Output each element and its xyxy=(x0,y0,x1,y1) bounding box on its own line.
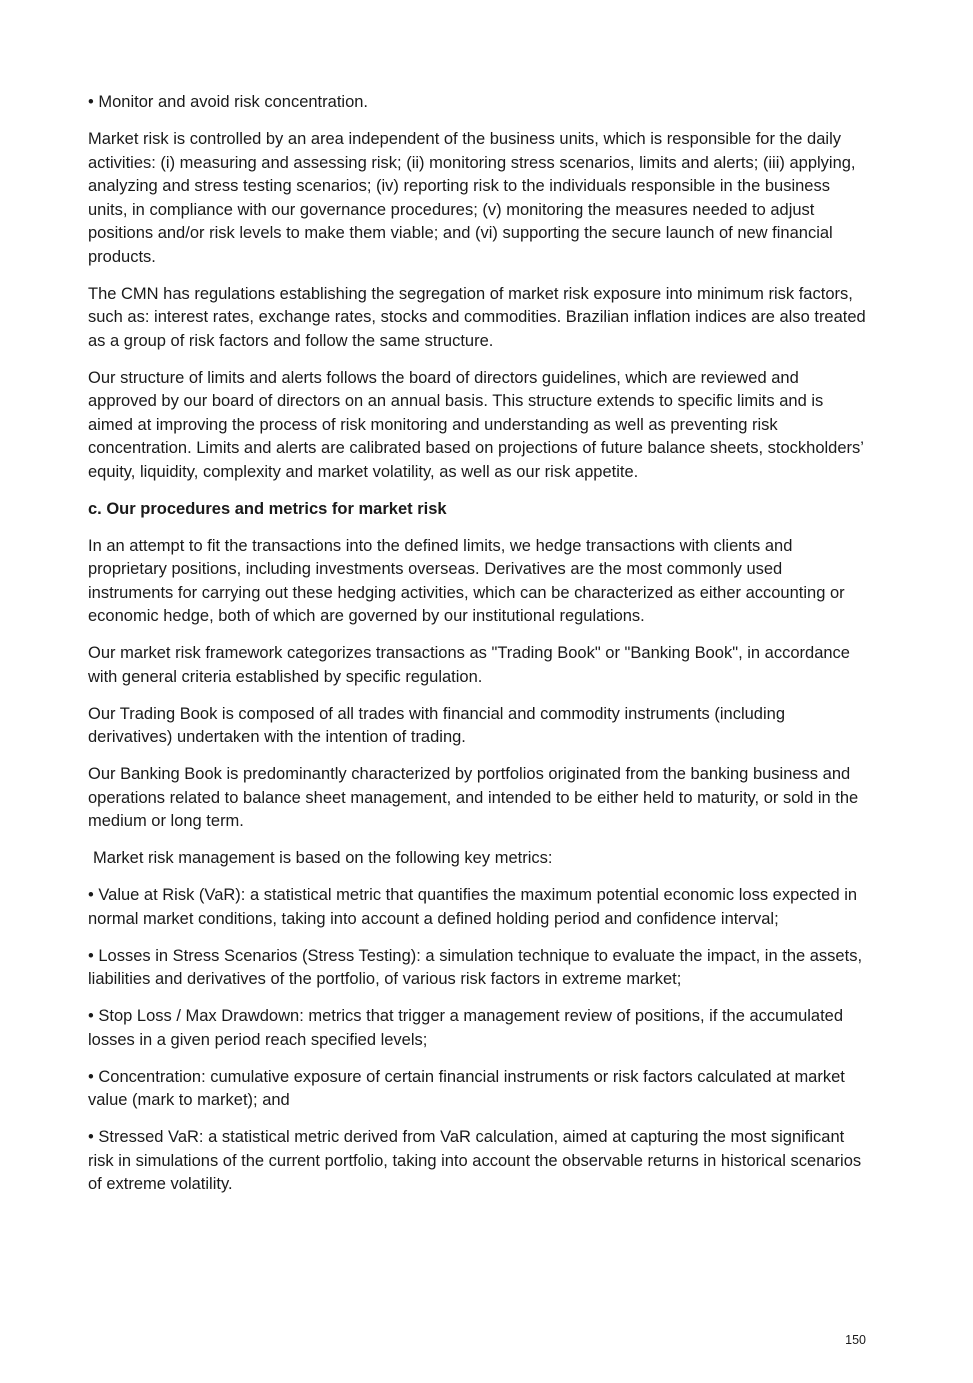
paragraph-framework: Our market risk framework categorizes transactions as "Trading Book" or "Banking Book", in accordance with general criteria established by specific regulation. xyxy=(88,644,850,686)
paragraph-key-metrics-intro: Market risk management is based on the following key metrics: xyxy=(93,849,553,867)
page-number: 150 xyxy=(845,1333,866,1347)
bullet-stop-loss: • Stop Loss / Max Drawdown: metrics that trigger a management review of positions, if the accumulated losses in a given period reach specified levels; xyxy=(88,1007,844,1049)
bullet-monitor-concentration: • Monitor and avoid risk concentration. xyxy=(88,93,369,111)
bullet-stressed-var: • Stressed VaR: a statistical metric derived from VaR calculation, aimed at capturing the most significant risk in simulations of the current portfolio, taking into account the observable returns in historical scenarios of extreme volatility. xyxy=(88,1128,862,1193)
bullet-concentration: • Concentration: cumulative exposure of certain financial instruments or risk factors calculated at market value (mark to market); and xyxy=(88,1067,845,1109)
section-heading: c. Our procedures and metrics for market risk xyxy=(88,499,447,518)
document-body xyxy=(88,91,868,1210)
paragraph-hedging: In an attempt to fit the transactions into the defined limits, we hedge transactions with clients and proprietary positions, including investments overseas. Derivatives are the most commonly used instruments for carrying out these hedging activities, which can be characterized as either accounting or economic hedge, both of which are governed by our institutional regulations. xyxy=(88,536,845,625)
paragraph-banking-book: Our Banking Book is predominantly characterized by portfolios originated from the banking business and operations related to balance sheet management, and intended to be either held to maturity, or sold in the medium or long term. xyxy=(88,765,859,830)
bullet-var: • Value at Risk (VaR): a statistical metric that quantifies the maximum potential economic loss expected in normal market conditions, taking into account a defined holding period and confidence interval; xyxy=(88,886,858,928)
paragraph-trading-book: Our Trading Book is composed of all trades with financial and commodity instruments (including derivatives) undertaken with the intention of trading. xyxy=(88,704,785,746)
bullet-stress-testing: • Losses in Stress Scenarios (Stress Testing): a simulation technique to evaluate the impact, in the assets, liabilities and derivatives of the portfolio, of various risk factors in extreme market; xyxy=(88,946,863,988)
paragraph-market-risk-control: Market risk is controlled by an area independent of the business units, which is responsible for the daily activities: (i) measuring and assessing risk; (ii) monitoring stress scenarios, limits and alerts; (iii) applying, analyzing and stress testing scenarios; (iv) reporting risk to the individuals responsible in the business units, in compliance with our governance procedures; (v) monitoring the measures needed to adjust positions and/or risk levels to make them viable; and (vi) supporting the secure launch of new financial products. xyxy=(88,130,856,266)
paragraph-cmn-regulations: The CMN has regulations establishing the segregation of market risk exposure into minimum risk factors, such as: interest rates, exchange rates, stocks and commodities. Brazilian inflation indices are also treated as a group of risk factors and follow the same structure. xyxy=(88,284,866,350)
paragraph-limits-alerts: Our structure of limits and alerts follows the board of directors guidelines, which are reviewed and approved by our board of directors on an annual basis. This structure extends to specific limits and is aimed at improving the process of risk monitoring and understanding as well as preventing risk concentration. Limits and alerts are calibrated based on projections of future balance sheets, stockholders’ equity, liquidity, complexity and market volatility, as well as our risk appetite. xyxy=(88,368,864,481)
